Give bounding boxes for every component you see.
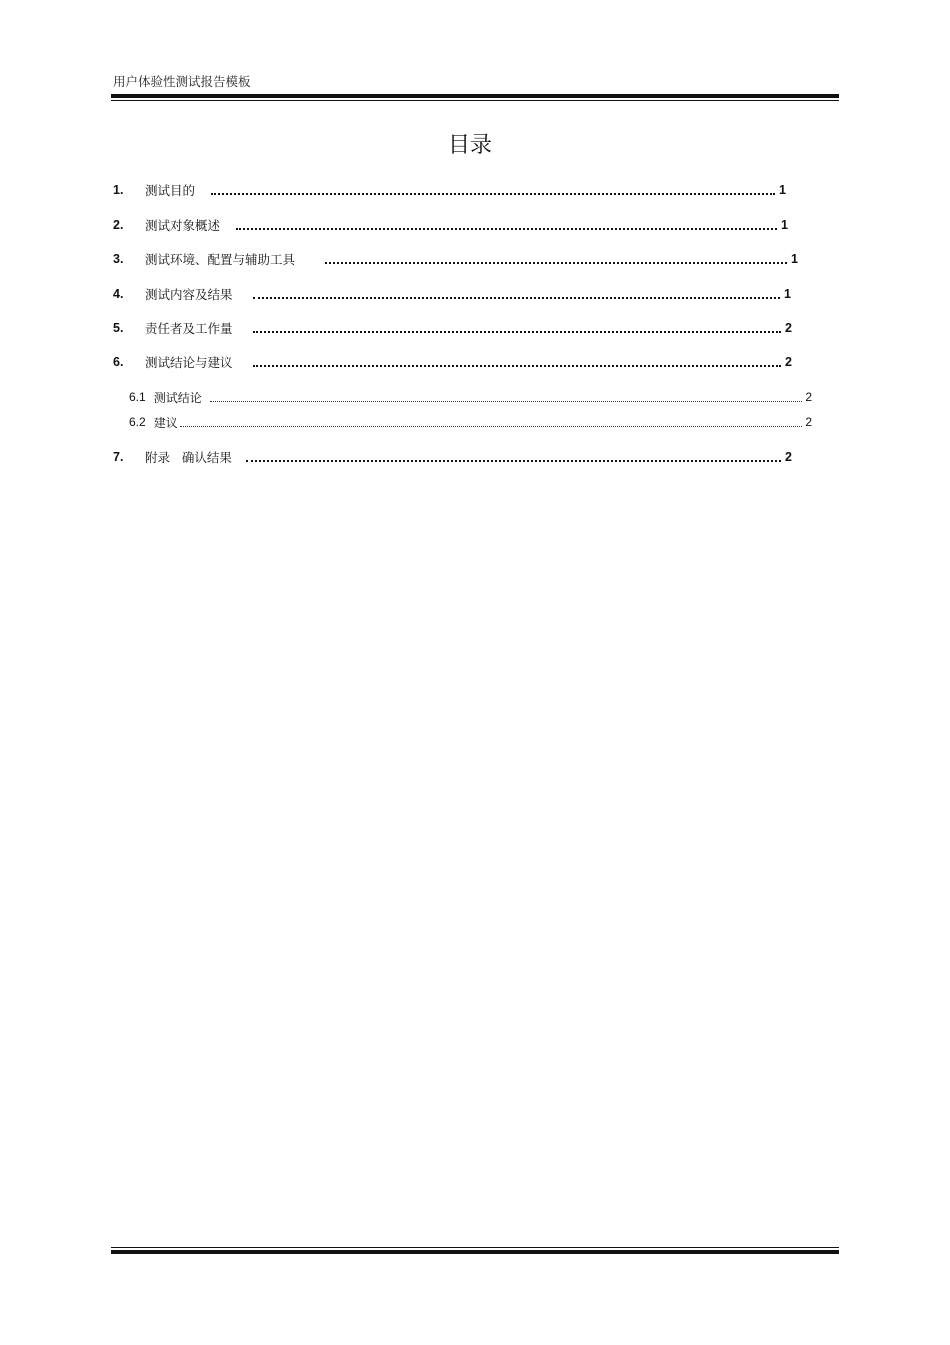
toc-leader [180, 426, 803, 427]
toc-entry-2[interactable] [113, 216, 788, 234]
toc-leader [210, 401, 803, 402]
toc-page-number: 1 [784, 287, 791, 301]
toc-entry-7[interactable] [113, 448, 792, 466]
toc-number: 6. [113, 355, 124, 369]
toc-entry-5[interactable] [113, 319, 792, 337]
toc-leader [325, 262, 787, 264]
toc-page-number: 2 [805, 415, 812, 429]
toc-number: 7. [113, 450, 124, 464]
toc-entry-6-1[interactable] [129, 388, 812, 406]
toc-number: 5. [113, 321, 124, 335]
toc-entry-1[interactable] [113, 181, 786, 199]
toc-page-number: 1 [781, 218, 788, 232]
toc-label: 测试结论与建议 [145, 355, 233, 370]
toc-title: 目录 [447, 133, 492, 158]
toc-number: 3. [113, 252, 124, 266]
toc-leader [253, 331, 782, 333]
toc-page-number: 2 [785, 321, 792, 335]
toc-entry-6-2[interactable] [129, 413, 812, 431]
toc-label: 测试环境、配置与辅助工具 [145, 252, 296, 267]
toc-page-number: 1 [791, 252, 798, 266]
toc-page-number: 2 [785, 355, 792, 369]
toc-number: 1. [113, 183, 124, 197]
toc-entry-6[interactable] [113, 353, 792, 371]
toc-label: 建议 [153, 415, 178, 430]
toc-leader [253, 365, 782, 367]
toc-leader [236, 228, 777, 230]
toc-leader [253, 297, 781, 299]
toc-number: 4. [113, 287, 124, 301]
footer-rule-thin [111, 1247, 839, 1248]
toc-label: 附录 确认结果 [145, 450, 232, 465]
header-rule-thick [111, 94, 839, 98]
toc-entry-4[interactable] [113, 285, 791, 303]
toc-number: 6.2 [129, 415, 146, 429]
toc-label: 测试目的 [145, 183, 196, 198]
toc-leader [211, 193, 775, 195]
toc-number: 2. [113, 218, 124, 232]
toc-number: 6.1 [129, 390, 146, 404]
toc-entry-3[interactable] [113, 250, 798, 268]
toc-label: 责任者及工作量 [145, 321, 233, 336]
toc-page-number: 2 [785, 450, 792, 464]
toc-label: 测试对象概述 [145, 218, 221, 233]
footer-rule-thick [111, 1250, 839, 1254]
toc-leader [246, 460, 781, 462]
toc-label: 测试结论 [153, 390, 202, 405]
toc-label: 测试内容及结果 [145, 287, 233, 302]
toc-page-number: 2 [805, 390, 812, 404]
header-title: 用户体验性测试报告模板 [113, 74, 251, 89]
toc-page-number: 1 [779, 183, 786, 197]
header-rule-thin [111, 100, 839, 101]
